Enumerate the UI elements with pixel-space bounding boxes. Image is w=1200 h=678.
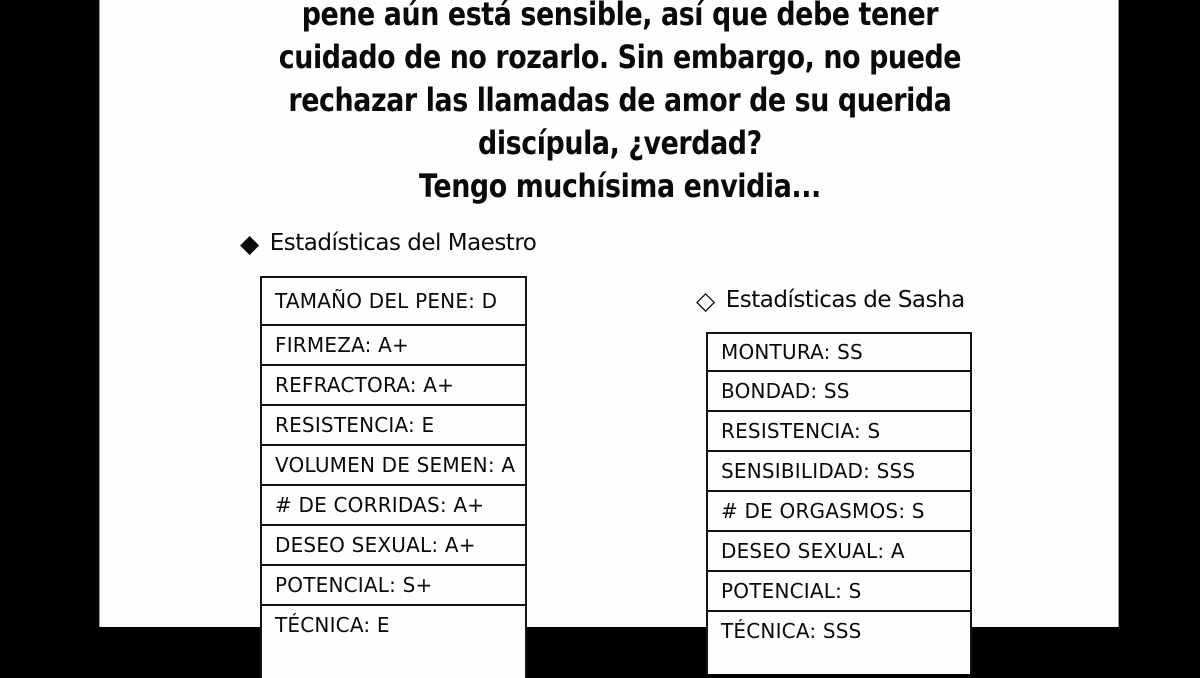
stat-row: DESEO SEXUAL: A+	[262, 524, 525, 564]
stat-row: REFRACTORA: A+	[262, 364, 525, 404]
narration-line: rechazar las llamadas de amor de su querida	[288, 81, 952, 119]
stat-row: TÉCNICA: E	[262, 604, 525, 644]
stat-row: RESISTENCIA: S	[708, 410, 970, 450]
master-stats-heading	[240, 230, 536, 256]
stat-row: BONDAD: SS	[708, 370, 970, 410]
master-stats-table	[260, 276, 527, 678]
stat-row: VOLUMEN DE SEMEN: A	[262, 444, 525, 484]
stat-row: FIRMEZA: A+	[262, 324, 525, 364]
narration-text	[181, 0, 1036, 208]
stat-row: # DE CORRIDAS: A+	[262, 484, 525, 524]
narration-line: discípula, ¿verdad?	[478, 124, 762, 162]
stat-row: SENSIBILIDAD: SSS	[708, 450, 970, 490]
hollow-diamond-icon: ◇	[696, 285, 715, 315]
sasha-stats-heading	[696, 287, 965, 313]
manga-page	[99, 0, 1119, 643]
sasha-stats-title: Estadísticas de Sasha	[725, 287, 965, 313]
stat-row: # DE ORGASMOS: S	[708, 490, 970, 530]
stat-row: TÉCNICA: SSS	[708, 610, 970, 650]
stat-row: DESEO SEXUAL: A	[708, 530, 970, 570]
stat-row: POTENCIAL: S	[708, 570, 970, 610]
stat-row: RESISTENCIA: E	[262, 404, 525, 444]
master-stats-title: Estadísticas del Maestro	[269, 230, 537, 256]
narration-line: Tengo muchísima envidia...	[419, 167, 821, 205]
stat-row: POTENCIAL: S+	[262, 564, 525, 604]
stat-row: TAMAÑO DEL PENE: D	[275, 289, 498, 313]
sasha-stats-table	[706, 332, 972, 674]
narration-line: cuidado de no rozarlo. Sin embargo, no puede	[278, 38, 962, 76]
filled-diamond-icon: ◆	[240, 228, 259, 258]
stat-row: MONTURA: SS	[721, 340, 863, 364]
narration-line: pene aún está sensible, así que debe tener	[301, 0, 939, 33]
